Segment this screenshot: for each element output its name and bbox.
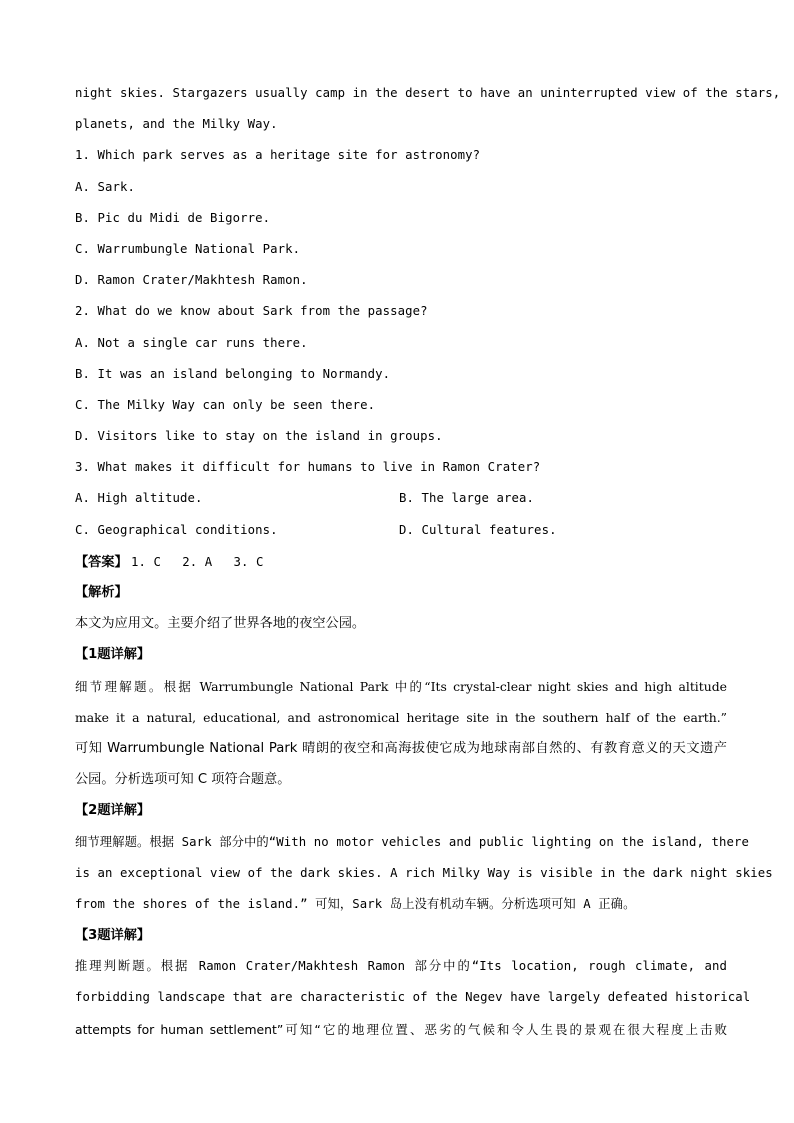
detail-line: 可知 Warrumbungle National Park 晴朗的夜空和高海拔使它成为地球南部自然的、有教育意义的天文遗产 <box>75 740 727 756</box>
detail-line: 细节理解题。根据 Sark 部分中的“With no motor vehicles and public lighting on the island, there <box>75 834 749 849</box>
detail-line: attempts for human settlement”可知“它的地理位置、恶劣的气候和令人生畏的景观在很大程度上击败 <box>75 1021 727 1037</box>
question-option: C. Geographical conditions. <box>75 522 278 537</box>
passage-line: night skies. Stargazers usually camp in the desert to have an uninterrupted view of the stars, <box>75 86 781 100</box>
analysis-summary: 本文为应用文。主要介绍了世界各地的夜空公园。 <box>75 616 366 632</box>
detail-line: 公园。分析选项可知 C 项符合题意。 <box>75 772 291 788</box>
answer-item: 3. C <box>233 554 264 569</box>
detail-heading: 【3题详解】 <box>75 928 151 944</box>
question-option: B. The large area. <box>399 491 535 506</box>
question-option: D. Cultural features. <box>399 522 557 537</box>
detail-line: 细节理解题。根据 Warrumbungle National Park 中的“Its crystal-clear night skies and high altitude <box>75 678 727 694</box>
answer-label: 【答案】 <box>75 554 128 570</box>
question-option: C. The Milky Way can only be seen there. <box>75 397 376 412</box>
question-stem: 1. Which park serves as a heritage site for astronomy? <box>75 148 481 163</box>
document-page <box>75 78 781 1045</box>
passage-line: planets, and the Milky Way. <box>75 117 278 132</box>
answer-item: 1. C <box>131 554 162 569</box>
detail-line: 推理判断题。根据 Ramon Crater/Makhtesh Ramon 部分中的“Its location, rough climate, and <box>75 959 727 974</box>
question-option: D. Visitors like to stay on the island in groups. <box>75 429 443 444</box>
question-option-row <box>75 483 727 514</box>
question-option: B. Pic du Midi de Bigorre. <box>75 210 271 225</box>
detail-line: forbidding landscape that are characteristic of the Negev have largely defeated historical <box>75 990 751 1005</box>
question-option-row <box>75 515 727 546</box>
question-option: A. Sark. <box>75 179 136 194</box>
question-option: A. Not a single car runs there. <box>75 335 308 350</box>
answer-item: 2. A <box>182 554 213 569</box>
question-option: C. Warrumbungle National Park. <box>75 241 301 256</box>
question-option: D. Ramon Crater/Makhtesh Ramon. <box>75 273 308 288</box>
detail-heading: 【2题详解】 <box>75 803 151 819</box>
detail-heading: 【1题详解】 <box>75 647 151 663</box>
detail-line: is an exceptional view of the dark skies. A rich Milky Way is visible in the dark night skies <box>75 865 773 880</box>
detail-line: make it a natural, educational, and astronomical heritage site in the southern half of the earth.” <box>75 709 727 725</box>
question-option: B. It was an island belonging to Normandy. <box>75 366 391 381</box>
question-option: A. High altitude. <box>75 491 203 506</box>
detail-line: from the shores of the island.” 可知，Sark 岛上没有机动车辆。分析选项可知 A 正确。 <box>75 896 636 911</box>
question-stem: 3. What makes it difficult for humans to live in Ramon Crater? <box>75 460 541 475</box>
answer-line <box>75 546 727 577</box>
question-stem: 2. What do we know about Sark from the passage? <box>75 304 428 319</box>
analysis-label: 【解析】 <box>75 585 128 600</box>
